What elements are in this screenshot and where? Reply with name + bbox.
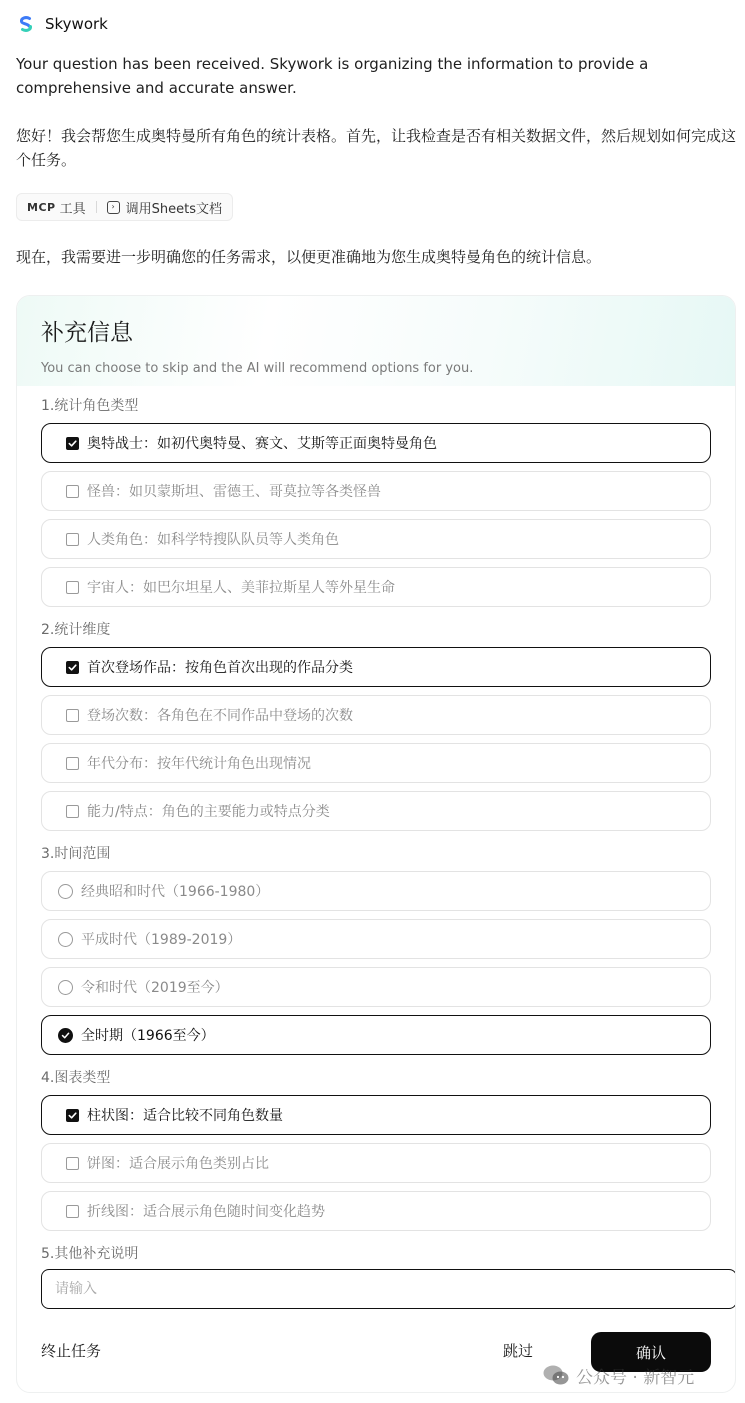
option-label: 人类角色：如科学特搜队队员等人类角色 bbox=[87, 532, 339, 548]
option-label: 令和时代（2019至今） bbox=[81, 980, 229, 996]
tool-chip-label: 工具 bbox=[59, 201, 86, 217]
checkbox-checked-icon[interactable] bbox=[66, 661, 79, 674]
option-label: 怪兽：如贝蒙斯坦、雷德王、哥莫拉等各类怪兽 bbox=[87, 484, 381, 500]
checkbox-empty-icon[interactable] bbox=[66, 757, 79, 770]
chip-divider bbox=[96, 201, 97, 213]
supplementary-info-card bbox=[16, 295, 736, 1393]
option-time-range-1[interactable] bbox=[41, 871, 711, 911]
checkbox-empty-icon[interactable] bbox=[66, 1157, 79, 1170]
option-chart-type-3[interactable] bbox=[41, 1191, 711, 1231]
app-name: Skywork bbox=[45, 15, 108, 33]
option-label: 奥特战士：如初代奥特曼、赛文、艾斯等正面奥特曼角色 bbox=[87, 436, 437, 452]
option-dimension-3[interactable] bbox=[41, 743, 711, 783]
watermark bbox=[542, 1362, 694, 1388]
checkbox-empty-icon[interactable] bbox=[66, 805, 79, 818]
checkbox-empty-icon[interactable] bbox=[66, 1205, 79, 1218]
wechat-icon bbox=[542, 1364, 570, 1386]
option-label: 首次登场作品：按角色首次出现的作品分类 bbox=[87, 660, 353, 676]
section-label-other: 5.其他补充说明 bbox=[41, 1246, 139, 1262]
skywork-logo-icon bbox=[16, 14, 36, 34]
option-role-type-1[interactable] bbox=[41, 423, 711, 463]
option-label: 年代分布：按年代统计角色出现情况 bbox=[87, 756, 311, 772]
option-time-range-2[interactable] bbox=[41, 919, 711, 959]
checkbox-empty-icon[interactable] bbox=[66, 709, 79, 722]
section-label-dimension: 2.统计维度 bbox=[41, 622, 111, 638]
mcp-tool-chip[interactable] bbox=[16, 193, 233, 221]
mcp-icon: MCP bbox=[27, 200, 56, 214]
app-header bbox=[16, 12, 108, 36]
card-subtitle: You can choose to skip and the AI will recommend options for you. bbox=[41, 361, 474, 376]
checkbox-empty-icon[interactable] bbox=[66, 485, 79, 498]
radio-empty-icon[interactable] bbox=[58, 932, 73, 947]
checkbox-checked-icon[interactable] bbox=[66, 1109, 79, 1122]
section-label-time-range: 3.时间范围 bbox=[41, 846, 111, 862]
option-role-type-4[interactable] bbox=[41, 567, 711, 607]
section-label-role-type: 1.统计角色类型 bbox=[41, 398, 139, 414]
option-time-range-3[interactable] bbox=[41, 967, 711, 1007]
option-dimension-1[interactable] bbox=[41, 647, 711, 687]
terminal-icon: › bbox=[107, 201, 120, 214]
option-label: 能力/特点：角色的主要能力或特点分类 bbox=[87, 804, 330, 820]
radio-checked-icon[interactable] bbox=[58, 1028, 73, 1043]
other-notes-input[interactable] bbox=[41, 1269, 736, 1309]
checkbox-empty-icon[interactable] bbox=[66, 581, 79, 594]
option-label: 饼图：适合展示角色类别占比 bbox=[87, 1156, 269, 1172]
option-label: 全时期（1966至今） bbox=[81, 1028, 215, 1044]
skip-button[interactable]: 跳过 bbox=[503, 1342, 534, 1360]
confirm-button[interactable]: 确认 bbox=[591, 1332, 711, 1372]
option-chart-type-2[interactable] bbox=[41, 1143, 711, 1183]
option-role-type-3[interactable] bbox=[41, 519, 711, 559]
option-chart-type-1[interactable] bbox=[41, 1095, 711, 1135]
option-time-range-4[interactable] bbox=[41, 1015, 711, 1055]
option-label: 登场次数：各角色在不同作品中登场的次数 bbox=[87, 708, 353, 724]
watermark-text: 公众号 · 新智元 bbox=[576, 1367, 695, 1388]
received-message: Your question has been received. Skywork is organizing the information to provide a comprehensive and accurate answer. bbox=[16, 55, 649, 97]
radio-empty-icon[interactable] bbox=[58, 884, 73, 899]
checkbox-checked-icon[interactable] bbox=[66, 437, 79, 450]
option-label: 经典昭和时代（1966-1980） bbox=[81, 884, 270, 900]
radio-empty-icon[interactable] bbox=[58, 980, 73, 995]
stop-task-button[interactable]: 终止任务 bbox=[41, 1342, 102, 1360]
option-dimension-4[interactable] bbox=[41, 791, 711, 831]
option-label: 宇宙人：如巴尔坦星人、美菲拉斯星人等外星生命 bbox=[87, 580, 395, 596]
checkbox-empty-icon[interactable] bbox=[66, 533, 79, 546]
option-label: 折线图：适合展示角色随时间变化趋势 bbox=[87, 1204, 325, 1220]
card-title: 补充信息 bbox=[41, 320, 133, 346]
option-label: 柱状图：适合比较不同角色数量 bbox=[87, 1108, 283, 1124]
section-label-chart-type: 4.图表类型 bbox=[41, 1070, 111, 1086]
clarify-message: 现在，我需要进一步明确您的任务需求，以便更准确地为您生成奥特曼角色的统计信息。 bbox=[16, 248, 602, 266]
option-label: 平成时代（1989-2019） bbox=[81, 932, 242, 948]
option-role-type-2[interactable] bbox=[41, 471, 711, 511]
greeting-message: 您好！我会帮您生成奥特曼所有角色的统计表格。首先，让我检查是否有相关数据文件，然后规划如何完成这个任务。 bbox=[16, 127, 737, 169]
tool-chip-action: 调用Sheets文档 bbox=[125, 201, 222, 217]
option-dimension-2[interactable] bbox=[41, 695, 711, 735]
